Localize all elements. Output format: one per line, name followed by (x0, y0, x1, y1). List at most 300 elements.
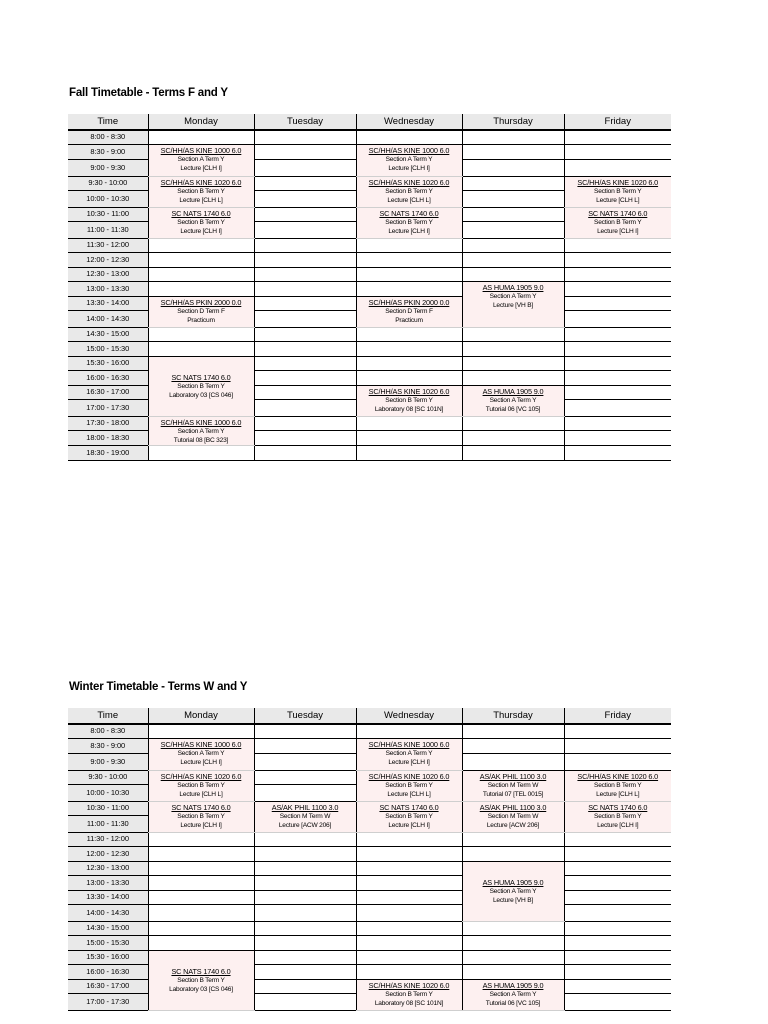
empty-slot (254, 252, 356, 267)
course-code-link[interactable]: SC/HH/AS KINE 1000 6.0 (160, 739, 242, 749)
course-event-thursday[interactable] (462, 385, 564, 416)
course-event-thursday[interactable] (462, 801, 564, 832)
empty-slot (462, 176, 564, 190)
empty-slot (564, 130, 671, 144)
column-header-thursday: Thursday (462, 708, 564, 724)
empty-slot (356, 935, 462, 950)
empty-slot (254, 993, 356, 1010)
column-header-monday: Monday (148, 114, 254, 130)
section-term-text: Section B Term Y (594, 187, 642, 195)
column-header-monday: Monday (148, 708, 254, 724)
empty-slot (254, 416, 356, 430)
empty-slot (254, 130, 356, 144)
empty-slot (254, 861, 356, 875)
table-row (68, 904, 671, 921)
meeting-location-text: Tutorial 08 [BC 323] (173, 437, 229, 445)
empty-slot (148, 890, 254, 904)
course-event-friday[interactable] (564, 801, 671, 832)
meeting-location-text: Practicum (187, 317, 215, 325)
empty-slot (254, 190, 356, 207)
table-row (68, 267, 671, 281)
course-event-monday[interactable] (148, 416, 254, 446)
empty-slot (462, 252, 564, 267)
empty-slot (356, 724, 462, 738)
header-row (68, 708, 671, 724)
empty-slot (564, 399, 671, 416)
empty-slot (356, 238, 462, 252)
table-row (68, 724, 671, 738)
section-term-text: Section B Term Y (177, 218, 225, 226)
empty-slot (254, 221, 356, 238)
empty-slot (564, 144, 671, 159)
empty-slot (462, 964, 564, 979)
empty-slot (462, 327, 564, 341)
empty-slot (564, 724, 671, 738)
empty-slot (356, 875, 462, 890)
column-header-time: Time (68, 114, 148, 130)
empty-slot (462, 416, 564, 430)
empty-slot (462, 950, 564, 964)
course-event-friday[interactable] (564, 207, 671, 238)
course-event-monday[interactable] (148, 770, 254, 801)
column-header-wednesday: Wednesday (356, 708, 462, 724)
section-term-text: Section B Term Y (385, 218, 433, 226)
empty-slot (254, 385, 356, 399)
time-slot-label: 15:30 - 16:00 (68, 356, 148, 370)
empty-slot (564, 921, 671, 935)
course-event-wednesday[interactable] (356, 176, 462, 207)
course-code-link[interactable]: AS/AK PHIL 1100 3.0 (479, 802, 547, 812)
empty-slot (254, 753, 356, 770)
empty-slot (254, 144, 356, 159)
course-code-link[interactable]: SC/HH/AS PKIN 2000 0.0 (160, 297, 242, 307)
empty-slot (356, 341, 462, 356)
meeting-location-text: Lecture [CLH L] (387, 791, 431, 799)
meeting-location-text: Lecture [CLH L] (596, 197, 640, 205)
empty-slot (254, 738, 356, 753)
section-term-text: Section B Term Y (385, 812, 433, 820)
empty-slot (254, 341, 356, 356)
empty-slot (564, 993, 671, 1010)
time-slot-label: 11:30 - 12:00 (68, 832, 148, 846)
time-slot-label: 15:00 - 15:30 (68, 341, 148, 356)
table-row (68, 921, 671, 935)
course-code-link[interactable]: SC NATS 1740 6.0 (171, 372, 231, 382)
empty-slot (356, 446, 462, 461)
meeting-location-text: Laboratory 08 [SC 101N] (374, 1000, 444, 1008)
course-event-monday[interactable] (148, 356, 254, 416)
empty-slot (462, 207, 564, 221)
course-code-link[interactable]: AS HUMA 1905 9.0 (482, 386, 544, 396)
empty-slot (254, 784, 356, 801)
time-slot-label: 14:00 - 14:30 (68, 904, 148, 921)
section-term-text: Section D Term F (385, 307, 433, 315)
time-slot-label: 10:30 - 11:00 (68, 801, 148, 815)
empty-slot (564, 370, 671, 385)
course-event-monday[interactable] (148, 801, 254, 832)
time-slot-label: 15:30 - 16:00 (68, 950, 148, 964)
time-slot-label: 13:30 - 14:00 (68, 296, 148, 310)
section-term-text: Section B Term Y (385, 396, 433, 404)
course-code-link[interactable]: SC/HH/AS KINE 1020 6.0 (160, 177, 242, 187)
empty-slot (462, 446, 564, 461)
time-slot-label: 12:00 - 12:30 (68, 846, 148, 861)
course-code-link[interactable]: SC/HH/AS PKIN 2000 0.0 (368, 297, 450, 307)
course-event-thursday[interactable] (462, 770, 564, 801)
table-row (68, 935, 671, 950)
section-term-text: Section B Term Y (177, 382, 225, 390)
empty-slot (254, 950, 356, 964)
fall-timetable (68, 114, 671, 461)
section-term-text: Section M Term W (279, 812, 331, 820)
section-term-text: Section B Term Y (385, 187, 433, 195)
course-event-wednesday[interactable] (356, 385, 462, 416)
meeting-location-text: Laboratory 03 [CS 046] (169, 986, 233, 994)
column-header-thursday: Thursday (462, 114, 564, 130)
meeting-location-text: Tutorial 07 [TEL 0015] (482, 791, 544, 799)
empty-slot (356, 964, 462, 979)
time-slot-label: 8:00 - 8:30 (68, 130, 148, 144)
section-term-text: Section B Term Y (594, 781, 642, 789)
table-row (68, 770, 671, 784)
fall-timetable-title: Fall Timetable - Terms F and Y (69, 87, 228, 99)
empty-slot (564, 238, 671, 252)
meeting-location-text: Lecture [CLH I] (597, 228, 639, 236)
empty-slot (564, 979, 671, 993)
empty-slot (254, 281, 356, 296)
empty-slot (148, 252, 254, 267)
empty-slot (254, 724, 356, 738)
empty-slot (356, 950, 462, 964)
section-term-text: Section A Term Y (489, 292, 537, 300)
section-term-text: Section B Term Y (594, 218, 642, 226)
course-code-link[interactable]: AS HUMA 1905 9.0 (482, 877, 544, 887)
section-term-text: Section B Term Y (177, 187, 225, 195)
empty-slot (356, 921, 462, 935)
section-term-text: Section A Term Y (385, 155, 433, 163)
time-slot-label: 17:30 - 18:00 (68, 416, 148, 430)
section-term-text: Section B Term Y (177, 976, 225, 984)
empty-slot (564, 416, 671, 430)
empty-slot (462, 221, 564, 238)
meeting-location-text: Tutorial 06 [VC 105] (485, 406, 541, 414)
time-slot-label: 16:30 - 17:00 (68, 979, 148, 993)
table-row (68, 176, 671, 190)
empty-slot (564, 356, 671, 370)
empty-slot (462, 341, 564, 356)
section-term-text: Section A Term Y (489, 396, 537, 404)
course-event-wednesday[interactable] (356, 979, 462, 1010)
column-header-friday: Friday (564, 708, 671, 724)
meeting-location-text: Lecture [CLH L] (387, 197, 431, 205)
empty-slot (254, 207, 356, 221)
column-header-tuesday: Tuesday (254, 708, 356, 724)
empty-slot (564, 904, 671, 921)
empty-slot (254, 935, 356, 950)
time-slot-label: 14:30 - 15:00 (68, 327, 148, 341)
section-term-text: Section B Term Y (385, 781, 433, 789)
empty-slot (254, 399, 356, 416)
course-event-wednesday[interactable] (356, 738, 462, 770)
course-event-thursday[interactable] (462, 979, 564, 1010)
empty-slot (462, 753, 564, 770)
empty-slot (462, 144, 564, 159)
time-slot-label: 16:00 - 16:30 (68, 370, 148, 385)
table-row (68, 875, 671, 890)
time-slot-label: 12:30 - 13:00 (68, 267, 148, 281)
course-code-link[interactable]: SC/HH/AS KINE 1000 6.0 (368, 145, 450, 155)
empty-slot (254, 832, 356, 846)
empty-slot (462, 267, 564, 281)
table-row (68, 252, 671, 267)
time-slot-label: 11:00 - 11:30 (68, 815, 148, 832)
table-row (68, 281, 671, 296)
empty-slot (356, 281, 462, 296)
empty-slot (462, 724, 564, 738)
empty-slot (254, 846, 356, 861)
meeting-location-text: Lecture [VH B] (492, 897, 534, 905)
meeting-location-text: Lecture [CLH I] (388, 165, 430, 173)
meeting-location-text: Lecture [CLH L] (596, 791, 640, 799)
empty-slot (462, 356, 564, 370)
empty-slot (356, 327, 462, 341)
meeting-location-text: Lecture [CLH I] (180, 165, 222, 173)
course-code-link[interactable]: SC/HH/AS KINE 1020 6.0 (368, 386, 450, 396)
empty-slot (254, 875, 356, 890)
section-term-text: Section A Term Y (177, 427, 225, 435)
course-event-monday[interactable] (148, 296, 254, 327)
empty-slot (254, 370, 356, 385)
section-term-text: Section B Term Y (594, 812, 642, 820)
course-code-link[interactable]: SC NATS 1740 6.0 (379, 208, 439, 218)
empty-slot (148, 935, 254, 950)
empty-slot (254, 296, 356, 310)
section-term-text: Section M Term W (487, 812, 539, 820)
course-code-link[interactable]: SC/HH/AS KINE 1020 6.0 (160, 771, 242, 781)
course-code-link[interactable]: SC NATS 1740 6.0 (171, 208, 231, 218)
course-event-friday[interactable] (564, 176, 671, 207)
table-row (68, 846, 671, 861)
empty-slot (462, 935, 564, 950)
course-event-wednesday[interactable] (356, 801, 462, 832)
table-row (68, 144, 671, 159)
empty-slot (148, 832, 254, 846)
time-slot-label: 8:00 - 8:30 (68, 724, 148, 738)
table-row (68, 356, 671, 370)
empty-slot (148, 921, 254, 935)
course-code-link[interactable]: SC/HH/AS KINE 1020 6.0 (368, 177, 450, 187)
table-row (68, 238, 671, 252)
empty-slot (148, 724, 254, 738)
empty-slot (254, 267, 356, 281)
empty-slot (356, 846, 462, 861)
empty-slot (356, 356, 462, 370)
empty-slot (254, 176, 356, 190)
course-code-link[interactable]: AS/AK PHIL 1100 3.0 (271, 802, 339, 812)
empty-slot (356, 370, 462, 385)
empty-slot (148, 267, 254, 281)
time-slot-label: 14:00 - 14:30 (68, 310, 148, 327)
meeting-location-text: Laboratory 03 [CS 046] (169, 392, 233, 400)
empty-slot (564, 890, 671, 904)
empty-slot (356, 252, 462, 267)
empty-slot (148, 281, 254, 296)
time-slot-label: 8:30 - 9:00 (68, 738, 148, 753)
course-event-thursday[interactable] (462, 281, 564, 327)
empty-slot (462, 430, 564, 445)
course-event-wednesday[interactable] (356, 770, 462, 801)
empty-slot (564, 753, 671, 770)
course-code-link[interactable]: AS/AK PHIL 1100 3.0 (479, 771, 547, 781)
table-row (68, 207, 671, 221)
empty-slot (564, 832, 671, 846)
empty-slot (254, 890, 356, 904)
course-event-thursday[interactable] (462, 861, 564, 921)
column-header-friday: Friday (564, 114, 671, 130)
meeting-location-text: Lecture [CLH I] (597, 822, 639, 830)
empty-slot (148, 341, 254, 356)
meeting-location-text: Lecture [ACW 206] (486, 822, 540, 830)
course-code-link[interactable]: SC/HH/AS KINE 1000 6.0 (368, 739, 450, 749)
course-code-link[interactable]: SC NATS 1740 6.0 (171, 802, 231, 812)
empty-slot (356, 890, 462, 904)
empty-slot (148, 238, 254, 252)
empty-slot (564, 875, 671, 890)
course-code-link[interactable]: SC NATS 1740 6.0 (588, 208, 648, 218)
section-term-text: Section B Term Y (177, 812, 225, 820)
course-code-link[interactable]: SC/HH/AS KINE 1020 6.0 (368, 980, 450, 990)
empty-slot (564, 446, 671, 461)
time-slot-label: 13:00 - 13:30 (68, 875, 148, 890)
section-term-text: Section M Term W (487, 781, 539, 789)
meeting-location-text: Lecture [VH B] (492, 302, 534, 310)
time-slot-label: 10:30 - 11:00 (68, 207, 148, 221)
empty-slot (356, 416, 462, 430)
section-term-text: Section A Term Y (489, 990, 537, 998)
table-row (68, 861, 671, 875)
empty-slot (564, 281, 671, 296)
course-event-monday[interactable] (148, 207, 254, 238)
empty-slot (356, 861, 462, 875)
empty-slot (356, 430, 462, 445)
time-slot-label: 16:30 - 17:00 (68, 385, 148, 399)
empty-slot (564, 159, 671, 176)
column-header-wednesday: Wednesday (356, 114, 462, 130)
time-slot-label: 17:00 - 17:30 (68, 399, 148, 416)
time-slot-label: 16:00 - 16:30 (68, 964, 148, 979)
winter-timetable (68, 708, 671, 1011)
empty-slot (254, 921, 356, 935)
empty-slot (564, 296, 671, 310)
meeting-location-text: Lecture [CLH I] (388, 822, 430, 830)
empty-slot (254, 310, 356, 327)
course-event-friday[interactable] (564, 770, 671, 801)
course-code-link[interactable]: SC/HH/AS KINE 1020 6.0 (368, 771, 450, 781)
table-row (68, 446, 671, 461)
empty-slot (564, 861, 671, 875)
course-code-link[interactable]: SC/HH/AS KINE 1020 6.0 (577, 177, 659, 187)
empty-slot (564, 341, 671, 356)
course-event-monday[interactable] (148, 176, 254, 207)
time-slot-label: 18:30 - 19:00 (68, 446, 148, 461)
empty-slot (462, 130, 564, 144)
time-slot-label: 10:00 - 10:30 (68, 784, 148, 801)
time-slot-label: 11:30 - 12:00 (68, 238, 148, 252)
section-term-text: Section D Term F (177, 307, 225, 315)
course-code-link[interactable]: AS HUMA 1905 9.0 (482, 282, 544, 292)
empty-slot (462, 832, 564, 846)
empty-slot (564, 430, 671, 445)
winter-timetable-title: Winter Timetable - Terms W and Y (69, 681, 248, 693)
course-code-link[interactable]: AS HUMA 1905 9.0 (482, 980, 544, 990)
time-slot-label: 9:30 - 10:00 (68, 770, 148, 784)
table-row (68, 296, 671, 310)
time-slot-label: 18:00 - 18:30 (68, 430, 148, 445)
empty-slot (564, 935, 671, 950)
section-term-text: Section A Term Y (489, 887, 537, 895)
meeting-location-text: Lecture [ACW 206] (278, 822, 332, 830)
section-term-text: Section A Term Y (177, 155, 225, 163)
course-event-wednesday[interactable] (356, 144, 462, 176)
empty-slot (564, 310, 671, 327)
course-event-monday[interactable] (148, 738, 254, 770)
empty-slot (564, 738, 671, 753)
course-code-link[interactable]: SC/HH/AS KINE 1000 6.0 (160, 417, 242, 427)
empty-slot (564, 950, 671, 964)
meeting-location-text: Lecture [CLH L] (179, 197, 223, 205)
empty-slot (148, 875, 254, 890)
time-slot-label: 13:00 - 13:30 (68, 281, 148, 296)
empty-slot (356, 832, 462, 846)
column-header-time: Time (68, 708, 148, 724)
course-code-link[interactable]: SC NATS 1740 6.0 (379, 802, 439, 812)
meeting-location-text: Lecture [CLH L] (179, 791, 223, 799)
course-event-monday[interactable] (148, 144, 254, 176)
empty-slot (254, 964, 356, 979)
time-slot-label: 14:30 - 15:00 (68, 921, 148, 935)
empty-slot (462, 370, 564, 385)
empty-slot (254, 430, 356, 445)
empty-slot (356, 904, 462, 921)
empty-slot (564, 964, 671, 979)
meeting-location-text: Lecture [CLH I] (388, 228, 430, 236)
course-code-link[interactable]: SC/HH/AS KINE 1000 6.0 (160, 145, 242, 155)
meeting-location-text: Lecture [CLH I] (388, 759, 430, 767)
empty-slot (148, 904, 254, 921)
empty-slot (462, 238, 564, 252)
course-code-link[interactable]: SC NATS 1740 6.0 (171, 966, 231, 976)
table-row (68, 801, 671, 815)
course-event-wednesday[interactable] (356, 207, 462, 238)
empty-slot (148, 446, 254, 461)
empty-slot (254, 979, 356, 993)
empty-slot (254, 327, 356, 341)
empty-slot (564, 252, 671, 267)
meeting-location-text: Lecture [CLH I] (180, 822, 222, 830)
course-code-link[interactable]: SC NATS 1740 6.0 (588, 802, 648, 812)
empty-slot (564, 385, 671, 399)
empty-slot (254, 904, 356, 921)
empty-slot (462, 190, 564, 207)
header-row (68, 114, 671, 130)
course-event-wednesday[interactable] (356, 296, 462, 327)
course-event-tuesday[interactable] (254, 801, 356, 832)
time-slot-label: 13:30 - 14:00 (68, 890, 148, 904)
table-row (68, 738, 671, 753)
course-code-link[interactable]: SC/HH/AS KINE 1020 6.0 (577, 771, 659, 781)
course-event-monday[interactable] (148, 950, 254, 1010)
time-slot-label: 17:00 - 17:30 (68, 993, 148, 1010)
